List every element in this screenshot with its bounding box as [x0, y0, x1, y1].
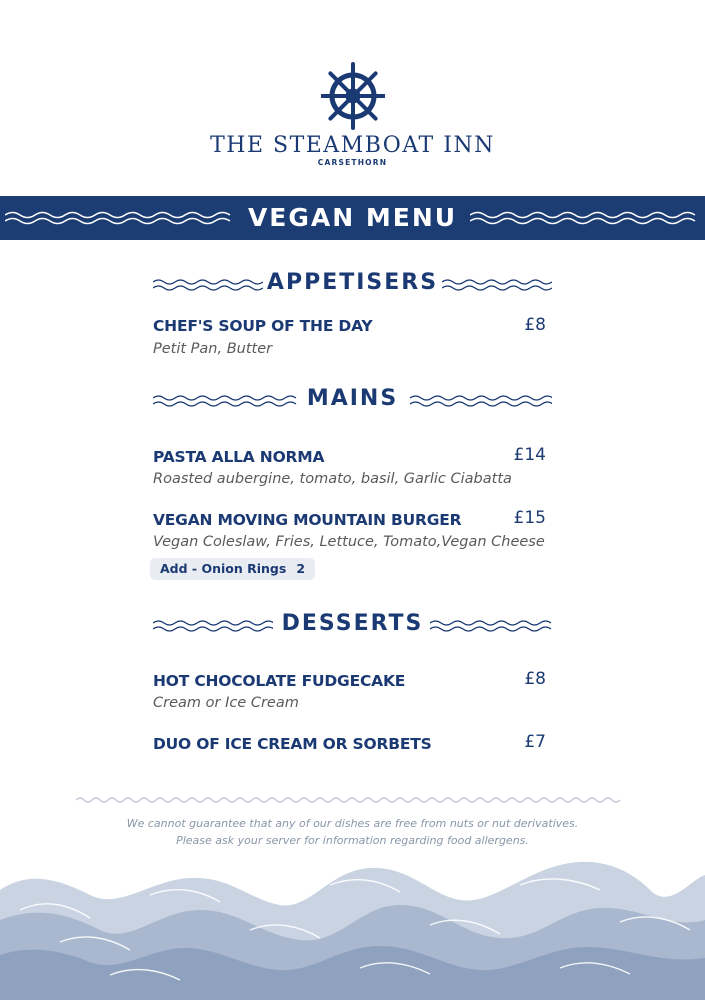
section-wave-right: [430, 618, 552, 634]
item-name: PASTA ALLA NORMA: [153, 448, 325, 466]
footer-divider-wave: [76, 795, 628, 805]
item-description: Roasted aubergine, tomato, basil, Garlic Ciabatta: [153, 471, 512, 487]
addon-badge: [150, 558, 315, 580]
item-name: HOT CHOCOLATE FUDGECAKE: [153, 672, 406, 690]
menu-title: VEGAN MENU: [247, 203, 458, 232]
item-price: £14: [513, 445, 546, 465]
allergen-note: Please ask your server for information regarding food allergens.: [176, 834, 529, 847]
section-title-desserts: DESSERTS: [281, 611, 424, 636]
item-price: £8: [524, 315, 546, 335]
brand-location: CARSETHORN: [317, 158, 388, 167]
item-name: DUO OF ICE CREAM OR SORBETS: [153, 735, 432, 753]
item-name: CHEF'S SOUP OF THE DAY: [153, 317, 373, 335]
item-price: £7: [524, 732, 546, 752]
section-title-mains: MAINS: [306, 386, 399, 411]
addon-price: 2: [296, 561, 306, 576]
item-description: Cream or Ice Cream: [153, 695, 299, 711]
item-name: VEGAN MOVING MOUNTAIN BURGER: [153, 511, 462, 529]
brand-name: THE STEAMBOAT INN: [210, 133, 495, 158]
allergen-note: We cannot guarantee that any of our dishes are free from nuts or nut derivatives.: [126, 817, 579, 830]
addon-label: Add - Onion Rings: [160, 561, 287, 576]
ship-wheel-icon: [0, 62, 705, 134]
item-price: £15: [513, 508, 546, 528]
section-wave-right: [410, 393, 552, 409]
item-description: Vegan Coleslaw, Fries, Lettuce, Tomato,Vegan Cheese: [153, 534, 545, 550]
section-title-appetisers: APPETISERS: [266, 270, 439, 295]
item-description: Petit Pan, Butter: [153, 341, 273, 357]
menu-banner: [0, 196, 705, 240]
item-price: £8: [524, 669, 546, 689]
section-wave-right: [442, 277, 552, 293]
banner-wave-right: [470, 209, 700, 227]
ocean-waves-illustration: [0, 850, 705, 1000]
